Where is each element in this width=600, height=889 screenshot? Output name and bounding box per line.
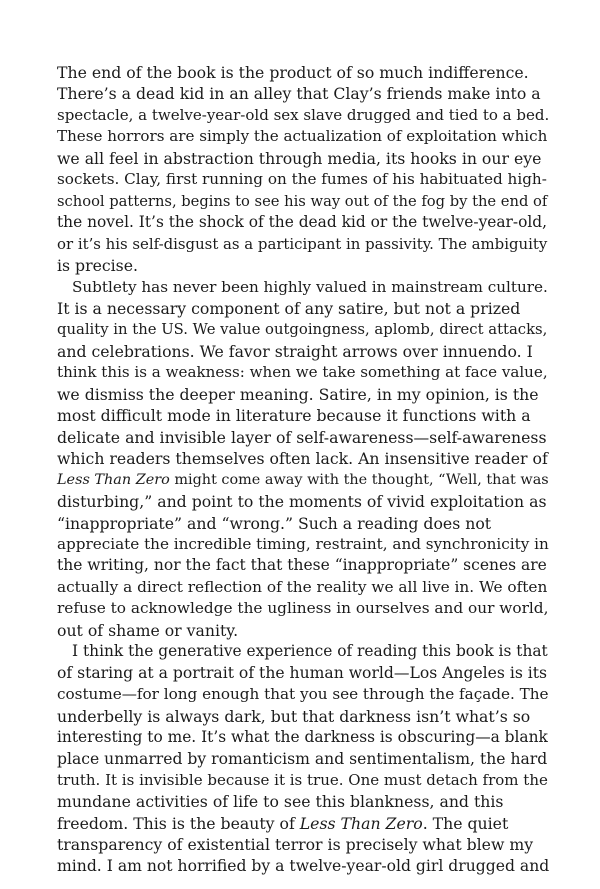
text-line: we dismiss the deeper meaning. Satire, in my opinion, is the bbox=[57, 384, 539, 404]
text-line: and celebrations. We favor straight arrows over innuendo. I bbox=[57, 341, 533, 361]
text-line: delicate and invisible layer of self-awareness—self-awareness bbox=[57, 427, 547, 447]
text-line: I think the generative experience of reading this book is that bbox=[72, 642, 548, 661]
text-line: spectacle, a twelve-year-old sex slave drugged and tied to a bed. bbox=[57, 105, 550, 124]
book-title: Less Than Zero bbox=[57, 471, 170, 488]
text-line: appreciate the incredible timing, restraint, and synchronicity in bbox=[57, 534, 549, 553]
text-line: underbelly is always dark, but that darkness isn’t what’s so bbox=[57, 706, 531, 726]
text-line: sockets. Clay, first running on the fumes of his habituated high- bbox=[57, 170, 547, 189]
text-line: transparency of existential terror is precisely what blew my bbox=[57, 835, 534, 855]
text-line: mundane activities of life to see this blankness, and this bbox=[57, 792, 504, 812]
paragraph-3 bbox=[57, 641, 549, 877]
text-line: the writing, nor the fact that these “inappropriate” scenes are bbox=[57, 556, 547, 575]
text-line: which readers themselves often lack. An insensitive reader of bbox=[57, 449, 548, 469]
book-title: Less Than Zero bbox=[299, 813, 423, 833]
text-line: think this is a weakness: when we take something at face value, bbox=[57, 363, 548, 382]
text-line: It is a necessary component of any satire, but not a prized bbox=[57, 298, 521, 318]
text-line: refuse to acknowledge the ugliness in ourselves and our world, bbox=[57, 599, 549, 618]
text-line: Less Than Zero might come away with the thought, “Well, that was bbox=[57, 471, 549, 488]
text-line: of staring at a portrait of the human world—Los Angeles is its bbox=[57, 663, 548, 682]
paragraph-2 bbox=[57, 277, 549, 642]
text-line: we all feel in abstraction through media, its hooks in our eye bbox=[57, 148, 542, 168]
text-line: freedom. This is the beauty of Less Than Zero. The quiet bbox=[57, 813, 509, 833]
paragraph-1 bbox=[57, 62, 549, 277]
text-line: The end of the book is the product of so much indifference. bbox=[57, 63, 529, 82]
text-line: There’s a dead kid in an alley that Clay’s friends make into a bbox=[57, 84, 541, 104]
text-line: out of shame or vanity. bbox=[57, 620, 239, 640]
text-line: “inappropriate” and “wrong.” Such a reading does not bbox=[57, 513, 492, 533]
text-line: interesting to me. It’s what the darkness is obscuring—a blank bbox=[57, 728, 548, 747]
text-line: school patterns, begins to see his way out of the fog by the end of bbox=[57, 192, 548, 210]
text-line: is precise. bbox=[57, 256, 139, 276]
text-line: actually a direct reflection of the reality we all live in. We often bbox=[57, 577, 548, 596]
text-line: Subtlety has never been highly valued in mainstream culture. bbox=[72, 277, 548, 296]
book-page bbox=[57, 62, 549, 877]
text-line: These horrors are simply the actualization of exploitation which bbox=[57, 127, 548, 146]
text-line: disturbing,” and point to the moments of vivid exploitation as bbox=[57, 492, 547, 512]
text-line: most difficult mode in literature because it functions with a bbox=[57, 406, 531, 426]
text-line: or it’s his self-disgust as a participant in passivity. The ambiguity bbox=[57, 234, 548, 253]
text-line: quality in the US. We value outgoingness, aplomb, direct attacks, bbox=[57, 321, 548, 339]
text-line: the novel. It’s the shock of the dead kid or the twelve-year-old, bbox=[57, 213, 548, 232]
text-line: place unmarred by romanticism and sentimentalism, the hard bbox=[57, 749, 548, 768]
text-line: mind. I am not horrified by a twelve-year-old girl drugged and bbox=[57, 856, 550, 875]
text-line: costume—for long enough that you see through the façade. The bbox=[57, 685, 549, 704]
text-line: truth. It is invisible because it is true. One must detach from the bbox=[57, 770, 548, 789]
